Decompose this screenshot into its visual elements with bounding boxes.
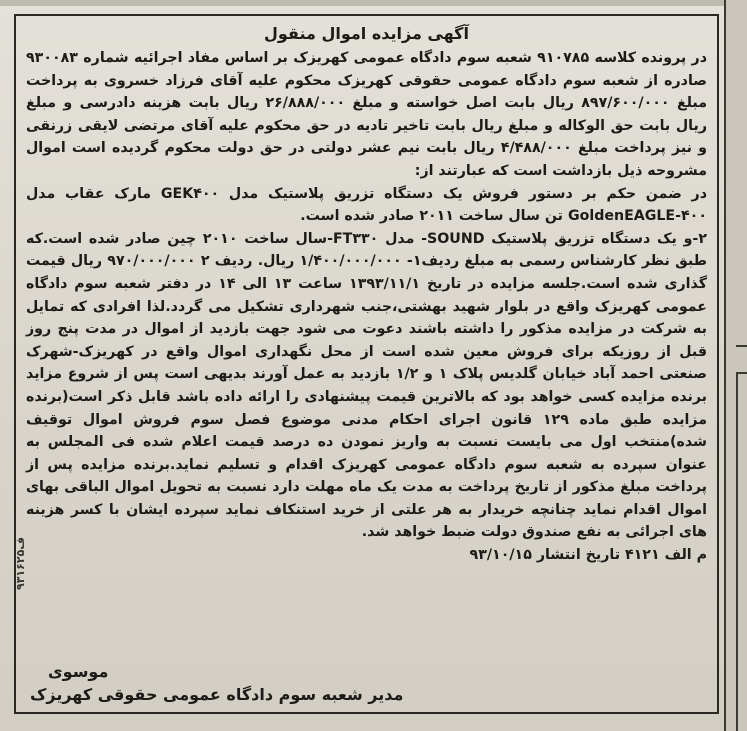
notice-paragraph-item-1: در ضمن حکم بر دستور فروش یک دستگاه تزریق پلاستیک مدل GEK۴۰۰ مارک عقاب مدل GoldenEAGLE-۴۰۰ تن سال ساخت ۲۰۱۱ صادر شده است.: [26, 185, 707, 225]
notice-paragraph-intro: در پرونده کلاسه ۹۱۰۷۸۵ شعبه سوم دادگاه عمومی کهریزک بر اساس مفاد اجرائیه شماره ۹۳۰۰۸۳ صادره از شعبه سوم دادگاه عمومی حقوقی کهریزک محکوم علیه آقای فرزاد خسروی به پرداخت مبلغ ۸۹۷/۶۰۰/۰۰۰ ریال بابت اصل خواسته و مبلغ ۲۶/۸۸۸/۰۰۰ ریال بابت هزینه دادرسی و مبلغ ریال بابت حق الوکاله و مبلغ ریال بابت تاخیر تادیه در حق محکوم علیه آقای مرتضی لایقی زرنقی و نیز پرداخت مبلغ ۴/۴۸۸/۰۰۰ ریال بابت نیم عشر دولتی در حق دولت محکوم گردیده است اموال مشروحه ذیل بازداشت است که عبارتند از:: [26, 50, 708, 179]
notice-paragraph-item-2: ۲-و یک دستگاه تزریق پلاستیک SOUND- مدل FT۳۳۰-سال ساخت ۲۰۱۰ چین صادر شده است.که طبق نظر کارشناس رسمی به مبلغ ردیف۱- ۱/۴۰۰/۰۰۰/۰۰۰ ریال. ردیف ۲ ۹۷۰/۰۰۰/۰۰۰ ریال قیمت گذاری شده است.جلسه مزایده در تاریخ ۱۳۹۳/۱۱/۱ ساعت ۱۳ الی ۱۴ در دفتر شعبه سوم دادگاه عمومی کهریزک واقع در بلوار شهید بهشتی،جنب شهرداری تشکیل می گردد.لذا افرادی که تمایل به شرکت در مزایده مذکور را داشته باشند دعوت می شود جهت بازدید از اموال در مدت پنج روز قبل از روزیکه برای فروش معین شده است از محل نگهداری اموال واقع در کهریزک-شهرک صنعتی احمد آباد خیابان گلدیس پلاک ۱ و ۱/۲ بازدید به عمل آورند بدیهی است پس از شروع مزاید برنده مزایده کسی خواهد بود که بالاترین قیمت پیشنهادی را ارائه داده باشد قابل ذکر است(برنده مزایده طبق ماده ۱۲۹ قانون اجرای احکام مدنی موضوع فصل سوم فروش اموال توقیف شده)منتخب اول می بایست نسبت به واریز نمودن ده درصد قیمت اعلام شده فی المجلس به عنوان سپرده به شعبه سوم دادگاه عمومی کهریزک اقدام و تسلیم نماید.برنده مزایده پس از پرداخت مبلغ مذکور از تاریخ پرداخت به مدت یک ماه مهلت دارد نسبت به تحویل اموال الباقی بهای اموال اقدام نماید چنانچه خریدار به هر علتی از خرید استنکاف نماید سپرده ایشان با کسر هزینه های اجرائی به نفع صندوق دولت ضبط خواهد شد.: [26, 230, 708, 541]
signer-name: موسوی: [48, 662, 109, 681]
notice-body: [26, 47, 707, 567]
column-divider: [736, 345, 747, 347]
notice-title: آگهی مزایده اموال منقول: [264, 24, 469, 43]
signer-office: مدیر شعبه سوم دادگاه عمومی حقوقی کهریزک: [30, 685, 404, 704]
auction-notice: [14, 14, 719, 714]
notice-paragraph-publication: م الف ۴۱۲۱ تاریخ انتشار ۹۳/۱۰/۱۵: [469, 547, 707, 564]
signature-block: [30, 662, 707, 704]
column-rail: [736, 372, 738, 731]
adjacent-column-border: [724, 0, 747, 731]
adjacent-column-edge: [0, 0, 724, 6]
side-reference-code: ۹۳۱۶۲۵ف: [14, 536, 27, 590]
